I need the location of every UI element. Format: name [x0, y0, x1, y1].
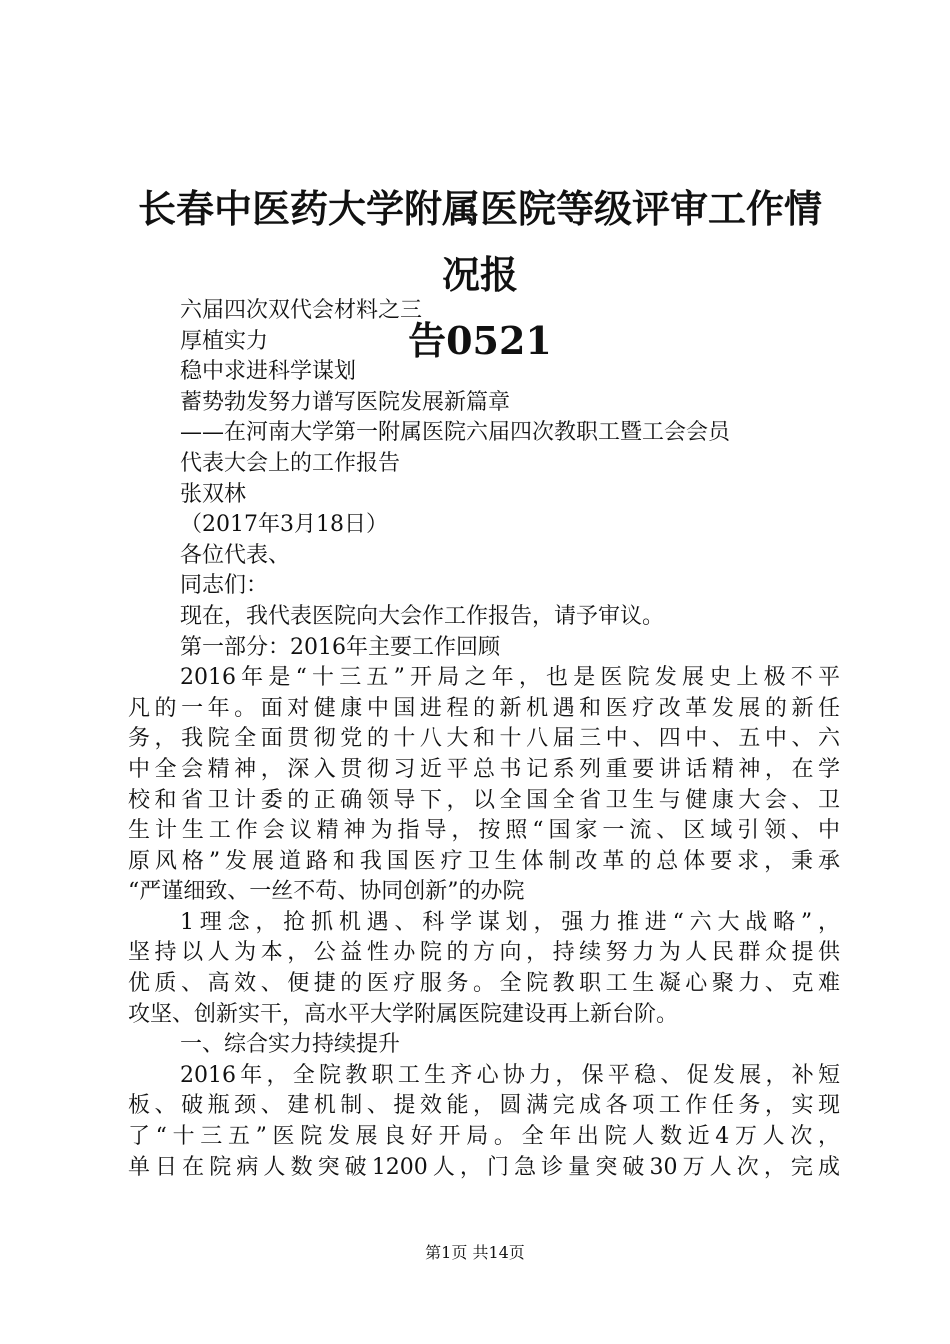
section-heading: 第一部分：2016年主要工作回顾 — [180, 634, 500, 660]
section-heading: 一、综合实力持续提升 — [180, 1032, 401, 1058]
paragraph-line: 单日在院病人数突破1200人，门急诊量突破30万人次，完成 — [128, 1154, 840, 1180]
paragraph-line: 坚持以人为本，公益性办院的方向，持续努力为人民群众提供 — [128, 940, 840, 966]
paragraph-line: 板、破瓶颈、建机制、提效能，圆满完成各项工作任务，实现 — [128, 1093, 840, 1119]
paragraph-line: 生计生工作会议精神为指导，按照“国家一流、区域引领、中 — [128, 818, 840, 844]
header-line: 稳中求进科学谋划 — [180, 359, 357, 385]
paragraph-line: 优质、高效、便捷的医疗服务。全院教职工生凝心聚力、克难 — [128, 971, 840, 997]
header-line: 各位代表、 — [180, 542, 291, 568]
paragraph-line: 中全会精神，深入贯彻习近平总书记系列重要讲话精神，在学 — [128, 756, 840, 782]
header-line: 同志们： — [180, 573, 269, 599]
page-footer: 第1页 共14页 — [425, 1243, 525, 1262]
paragraph-line: 务，我院全面贯彻党的十八大和十八届三中、四中、五中、六 — [128, 726, 840, 752]
paragraph-line: 1理念，抢抓机遇、科学谋划，强力推进“六大战略”， — [180, 909, 840, 935]
header-line: （2017年3月18日） — [180, 512, 388, 538]
paragraph-line: 校和省卫计委的正确领导下，以全国全省卫生与健康大会、卫 — [128, 787, 840, 813]
header-line: ——在河南大学第一附属医院六届四次教职工暨工会会员 — [180, 420, 731, 446]
paragraph-line: 2016年是“十三五”开局之年，也是医院发展史上极不平 — [180, 665, 840, 691]
header-line: 蓄势勃发努力谱写医院发展新篇章 — [180, 389, 511, 415]
paragraph-line: 原风格”发展道路和我国医疗卫生体制改革的总体要求，秉承 — [128, 848, 840, 874]
header-line: 厚植实力 — [180, 328, 269, 354]
document-body — [128, 296, 840, 1183]
title-line-1: 长春中医药大学附属医院等级评审工作情况报 — [137, 186, 822, 297]
header-line: 现在，我代表医院向大会作工作报告，请予审议。 — [180, 603, 665, 629]
paragraph-line: 2016年，全院教职工生齐心协力，保平稳、促发展，补短 — [180, 1062, 840, 1088]
header-line: 张双林 — [180, 481, 247, 507]
title-line-2: 告0521 — [408, 318, 552, 363]
paragraph-line: “严谨细致、一丝不苟、协同创新”的办院 — [128, 879, 525, 905]
paragraph-line: 凡的一年。面对健康中国进程的新机遇和医疗改革发展的新任 — [128, 695, 840, 721]
paragraph-line: 了“十三五”医院发展良好开局。全年出院人数近4万人次， — [128, 1124, 840, 1150]
paragraph-line: 攻坚、创新实干，高水平大学附属医院建设再上新台阶。 — [128, 1001, 679, 1027]
header-line: 代表大会上的工作报告 — [180, 450, 401, 476]
header-line: 六届四次双代会材料之三 — [180, 298, 423, 323]
